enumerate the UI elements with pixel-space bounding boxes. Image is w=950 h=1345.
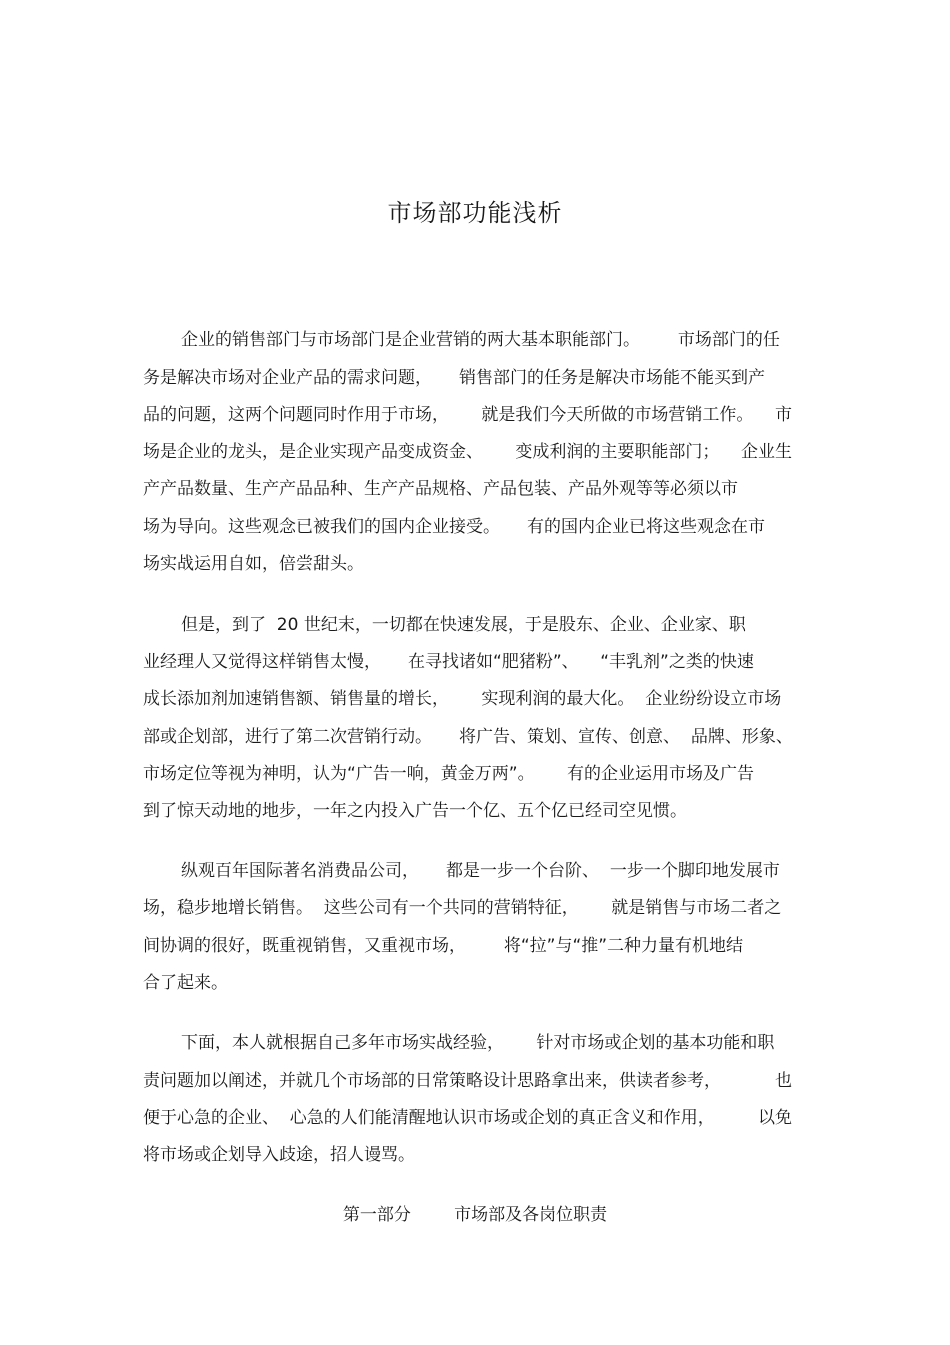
document-title: 市场部功能浅析 — [387, 199, 563, 227]
paragraph-line: 纵观百年国际著名消费品公司， 都是一步一个台阶、 一步一个脚印地发展市 — [181, 861, 780, 881]
paragraph-line: 产产品数量、生产产品品种、生产产品规格、产品包装、产品外观等等必须以市 — [143, 479, 738, 499]
paragraph-line: 便于心急的企业、 心急的人们能清醒地认识市场或企划的真正含义和作用， 以免 — [143, 1108, 793, 1128]
paragraph-line: 将市场或企划导入歧途，招人谩骂。 — [143, 1145, 415, 1165]
paragraph-line: 品的问题，这两个问题同时作用于市场， 就是我们今天所做的市场营销工作。 市 — [143, 405, 793, 425]
section-heading: 第一部分 市场部及各岗位职责 — [342, 1205, 608, 1225]
paragraph-line: 间协调的很好，既重视销售，又重视市场， 将“拉”与“推”二种力量有机地结 — [143, 936, 744, 956]
paragraph-line: 场，稳步地增长销售。 这些公司有一个共同的营销特征， 就是销售与市场二者之 — [143, 898, 782, 918]
paragraph-line: 务是解决市场对企业产品的需求问题， 销售部门的任务是解决市场能不能买到产 — [143, 368, 766, 388]
paragraph-line: 但是，到了 20 世纪末，一切都在快速发展，于是股东、企业、企业家、职 — [181, 615, 746, 635]
paragraph-line: 场实战运用自如，倍尝甜头。 — [143, 554, 364, 574]
paragraph-line: 成长添加剂加速销售额、销售量的增长， 实现利润的最大化。 企业纷纷设立市场 — [143, 689, 782, 709]
paragraph-line: 场是企业的龙头，是企业实现产品变成资金、 变成利润的主要职能部门； 企业生 — [143, 442, 793, 462]
paragraph-line: 到了惊天动地的地步，一年之内投入广告一个亿、五个亿已经司空见惯。 — [143, 801, 687, 821]
paragraph-line: 企业的销售部门与市场部门是企业营销的两大基本职能部门。 市场部门的任 — [181, 330, 780, 350]
paragraph-line: 场为导向。这些观念已被我们的国内企业接受。 有的国内企业已将这些观念在市 — [143, 517, 766, 537]
paragraph-line: 市场定位等视为神明，认为“广告一响，黄金万两”。 有的企业运用市场及广告 — [143, 764, 755, 784]
paragraph-line: 业经理人又觉得这样销售太慢， 在寻找诸如“肥猪粉”、 “丰乳剂”之类的快速 — [143, 652, 754, 672]
paragraph-line: 责问题加以阐述，并就几个市场部的日常策略设计思路拿出来，供读者参考， 也 — [143, 1071, 793, 1091]
paragraph-line: 合了起来。 — [143, 973, 228, 993]
paragraph-line: 部或企划部，进行了第二次营销行动。 将广告、策划、宣传、创意、 品牌、形象、 — [143, 727, 793, 747]
paragraph-line: 下面，本人就根据自己多年市场实战经验， 针对市场或企划的基本功能和职 — [181, 1033, 775, 1053]
